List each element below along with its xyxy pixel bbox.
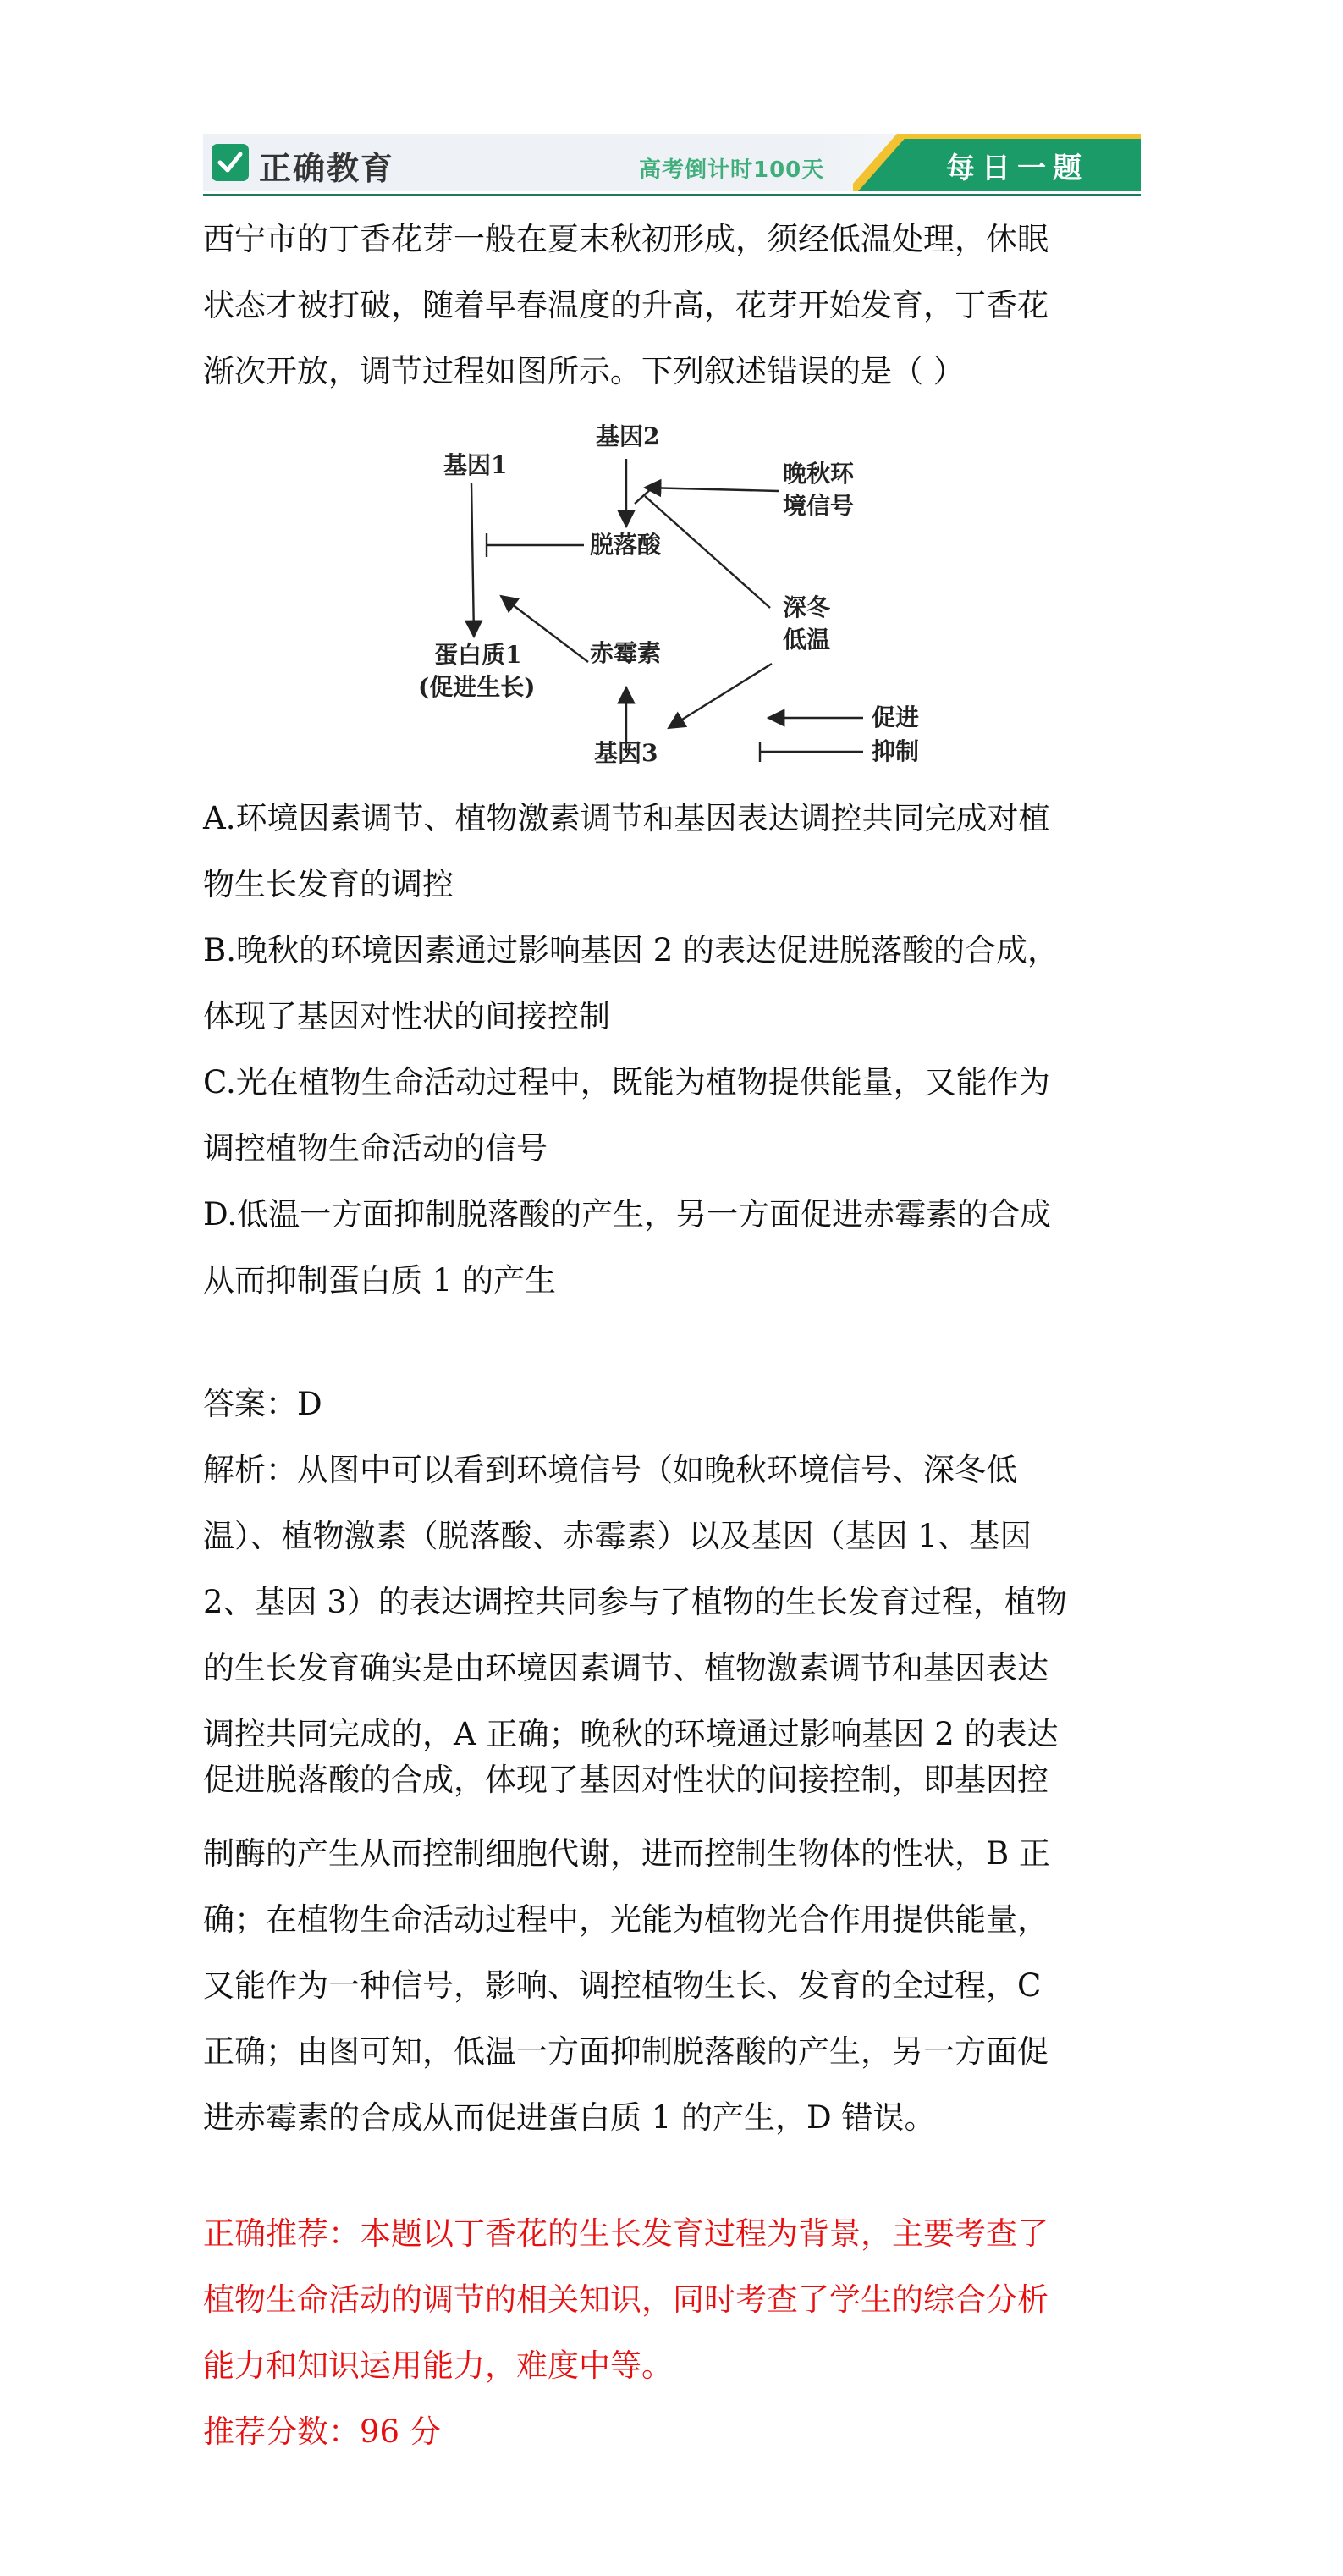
question-line: 状态才被打破，随着早春温度的升高，花芽开始发育，丁香花 [203, 287, 1049, 323]
answer-block [203, 1371, 1142, 1437]
gene1-to-protein1-arrow [471, 483, 474, 637]
analysis-line: 解析：从图中可以看到环境信号（如晚秋环境信号、深冬低 [203, 1452, 1017, 1488]
regulation-diagram [406, 415, 948, 779]
recommendation-line: 能力和知识运用能力，难度中等。 [203, 2347, 673, 2384]
header-banner [203, 134, 1141, 191]
analysis-block [203, 1437, 1142, 2151]
option-line: D.低温一方面抑制脱落酸的产生，另一方面促进赤霉素的合成 [203, 1196, 1052, 1233]
analysis-line: 正确；由图可知，低温一方面抑制脱落酸的产生，另一方面促 [203, 2033, 1049, 2070]
option-line: C.光在植物生命活动过程中，既能为植物提供能量，又能作为 [203, 1064, 1050, 1100]
gene1-label: 基因1 [443, 451, 508, 479]
recommendation-line: 植物生命活动的调节的相关知识，同时考查了学生的综合分析 [203, 2281, 1049, 2318]
gene2-label: 基因2 [596, 422, 660, 450]
late-autumn-label-1: 晚秋环 [783, 460, 855, 488]
winter-to-gibberellin-arrow [669, 664, 772, 728]
deep-winter-label-1: 深冬 [783, 593, 831, 621]
option-line: 物生长发育的调控 [203, 866, 454, 902]
legend-inhibit-label: 抑制 [872, 737, 920, 765]
gibberellin-label: 赤霉素 [590, 639, 662, 667]
brand-name: 正确教育 [259, 150, 395, 187]
recommendation-block [203, 2201, 1142, 2465]
analysis-line: 温）、植物激素（脱落酸、赤霉素）以及基因（基因 1、基因 [203, 1518, 1032, 1554]
header-divider [203, 194, 1141, 196]
question-line: 西宁市的丁香花芽一般在夏末秋初形成，须经低温处理，休眠 [203, 221, 1049, 257]
gene3-label: 基因3 [594, 739, 658, 767]
analysis-line: 促进脱落酸的合成，体现了基因对性状的间接控制，即基因控 [203, 1762, 1049, 1798]
question-stem [203, 207, 1142, 405]
checkmark-logo-icon [212, 144, 249, 181]
recommendation-line: 正确推荐：本题以丁香花的生长发育过程为背景，主要考查了 [203, 2215, 1049, 2252]
legend-promote-label: 促进 [872, 703, 920, 731]
answer-options [203, 786, 1142, 1314]
analysis-line: 制酶的产生从而控制细胞代谢，进而控制生物体的性状，B 正 [203, 1835, 1050, 1872]
daily-question-label: 每日一题 [946, 152, 1088, 185]
aba-label: 脱落酸 [590, 531, 662, 559]
option-line: 从而抑制蛋白质 1 的产生 [203, 1262, 557, 1299]
analysis-line: 进赤霉素的合成从而促进蛋白质 1 的产生，D 错误。 [203, 2099, 936, 2136]
winter-inhibits-aba [645, 496, 770, 608]
question-line: 渐次开放，调节过程如图所示。下列叙述错误的是（ ） [203, 353, 965, 389]
analysis-line: 确；在植物生命活动过程中，光能为植物光合作用提供能量， [203, 1901, 1049, 1938]
option-line: 调控植物生命活动的信号 [203, 1130, 548, 1167]
option-line: A.环境因素调节、植物激素调节和基因表达调控共同完成对植 [203, 800, 1050, 836]
option-line: B.晚秋的环境因素通过影响基因 2 的表达促进脱落酸的合成， [203, 932, 1060, 968]
option-line: 体现了基因对性状的间接控制 [203, 998, 610, 1034]
daily-question-badge [853, 134, 1141, 191]
late-autumn-label-2: 境信号 [783, 492, 855, 520]
analysis-line: 调控共同完成的，A 正确；晚秋的环境通过影响基因 2 的表达 [203, 1716, 1059, 1752]
exam-countdown: 高考倒计时100天 [639, 157, 825, 183]
deep-winter-label-2: 低温 [783, 626, 831, 654]
protein1-function-label: (促进生长) [418, 673, 536, 701]
answer-line: 答案：D [203, 1386, 322, 1422]
analysis-line: 又能作为一种信号，影响、调控植物生长、发育的全过程，C [203, 1967, 1042, 2004]
analysis-line: 的生长发育确实是由环境因素调节、植物激素调节和基因表达 [203, 1650, 1049, 1686]
protein1-label: 蛋白质1 [434, 641, 522, 669]
late-autumn-to-aba-arrow [645, 488, 779, 491]
recommendation-score: 推荐分数：96 分 [203, 2413, 441, 2450]
analysis-line: 2、基因 3）的表达调控共同参与了植物的生长发育过程，植物 [203, 1584, 1067, 1620]
